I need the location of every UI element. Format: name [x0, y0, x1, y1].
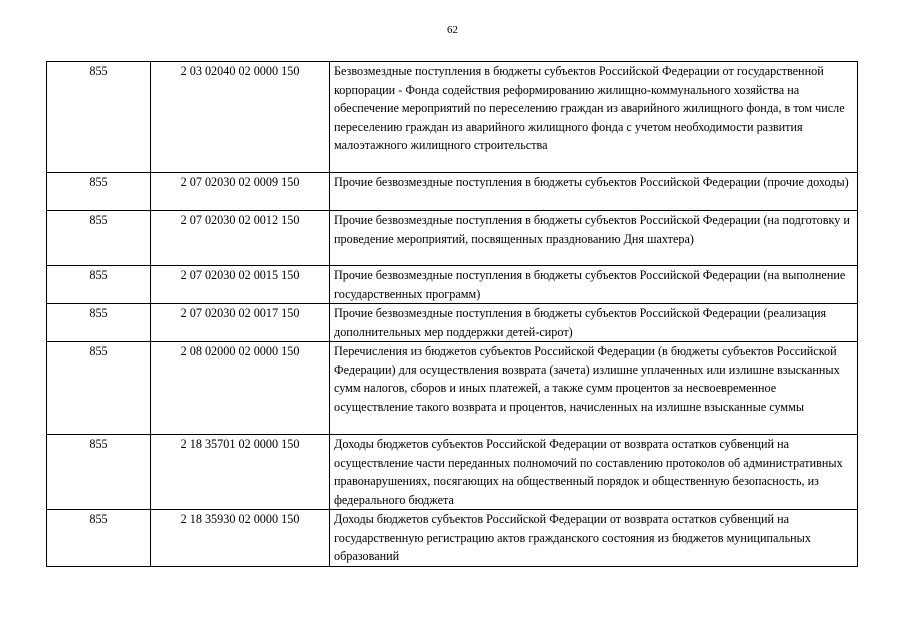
revenue-name-cell: Безвозмездные поступления в бюджеты субъектов Российской Федерации от государственной корпорации - Фонда содействия реформированию жилищно-коммунального хозяйства на обеспечение мероприятий по переселению граждан из аварийного жилищного фонда, в том числе переселению граждан из аварийного жилищного фонда с учетом необходимости развития малоэтажного жилищного строительства: [330, 62, 858, 173]
admin-code-cell: 855: [47, 62, 151, 173]
admin-code-cell: 855: [47, 266, 151, 304]
revenue-code-cell: 2 07 02030 02 0015 150: [151, 266, 330, 304]
table-row: [47, 510, 858, 567]
revenue-name-cell: Доходы бюджетов субъектов Российской Федерации от возврата остатков субвенций на государственную регистрацию актов гражданского состояния из бюджетов муниципальных образований: [330, 510, 858, 567]
revenue-name-cell: Прочие безвозмездные поступления в бюджеты субъектов Российской Федерации (на выполнение государственных программ): [330, 266, 858, 304]
page-number: 62: [447, 24, 458, 36]
revenue-code-cell: 2 03 02040 02 0000 150: [151, 62, 330, 173]
revenue-name-cell: Прочие безвозмездные поступления в бюджеты субъектов Российской Федерации (прочие доходы): [330, 173, 858, 211]
table-row: [47, 211, 858, 266]
admin-code-cell: 855: [47, 435, 151, 510]
revenue-code-cell: 2 07 02030 02 0009 150: [151, 173, 330, 211]
revenue-name-cell: Прочие безвозмездные поступления в бюджеты субъектов Российской Федерации (на подготовку и проведение мероприятий, посвященных празднованию Дня шахтера): [330, 211, 858, 266]
table-row: [47, 342, 858, 435]
table-row: [47, 304, 858, 342]
revenue-name-cell: Доходы бюджетов субъектов Российской Федерации от возврата остатков субвенций на осуществление части переданных полномочий по составлению протоколов об административных правонарушениях, посягающих на общественный порядок и общественную безопасность, из федерального бюджета: [330, 435, 858, 510]
table-row: [47, 62, 858, 173]
revenue-code-cell: 2 18 35701 02 0000 150: [151, 435, 330, 510]
revenue-code-cell: 2 08 02000 02 0000 150: [151, 342, 330, 435]
admin-code-cell: 855: [47, 510, 151, 567]
revenue-code-cell: 2 18 35930 02 0000 150: [151, 510, 330, 567]
admin-code-cell: 855: [47, 342, 151, 435]
table-row: [47, 435, 858, 510]
budget-codes-table: [46, 61, 858, 567]
revenue-code-cell: 2 07 02030 02 0012 150: [151, 211, 330, 266]
revenue-name-cell: Перечисления из бюджетов субъектов Российской Федерации (в бюджеты субъектов Российской Федерации) для осуществления возврата (зачета) излишне уплаченных или излишне взысканных сумм налогов, сборов и иных платежей, а также сумм процентов за несвоевременное осуществление такого возврата и процентов, начисленных на излишне взысканные суммы: [330, 342, 858, 435]
admin-code-cell: 855: [47, 211, 151, 266]
revenue-name-cell: Прочие безвозмездные поступления в бюджеты субъектов Российской Федерации (реализация дополнительных мер поддержки детей-сирот): [330, 304, 858, 342]
table-row: [47, 173, 858, 211]
table-row: [47, 266, 858, 304]
admin-code-cell: 855: [47, 304, 151, 342]
admin-code-cell: 855: [47, 173, 151, 211]
revenue-code-cell: 2 07 02030 02 0017 150: [151, 304, 330, 342]
